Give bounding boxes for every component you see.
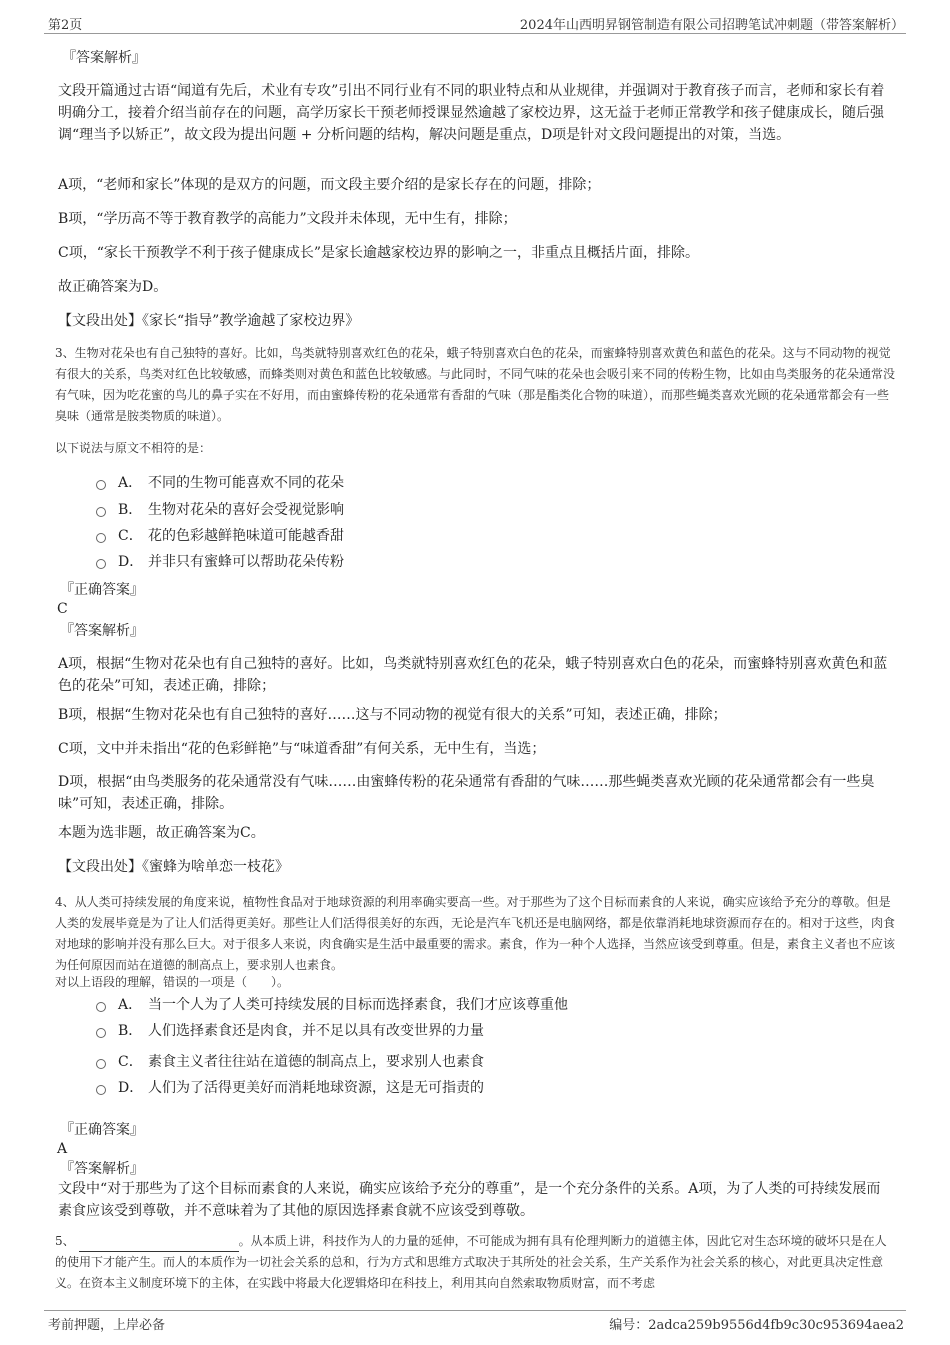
q3-option-c[interactable] xyxy=(96,526,344,546)
q4-option-b[interactable] xyxy=(96,1021,484,1041)
option-text: 花的色彩越鲜艳味道可能越香甜 xyxy=(148,528,344,544)
option-text: 人们为了活得更美好而消耗地球资源，这是无可指责的 xyxy=(148,1080,484,1096)
option-letter: D． xyxy=(118,1080,144,1096)
document-id: 编号：2adca259b9556d4fb9c30c953694aea2 xyxy=(609,1318,904,1333)
q2-option-c-analysis: C项，“家长干预教学不利于孩子健康成长”是家长逾越家校边界的影响之一，非重点且概括片面，排除。 xyxy=(58,245,700,261)
q3-answer: C xyxy=(57,601,68,617)
option-letter: C． xyxy=(118,1054,143,1070)
option-text: 不同的生物可能喜欢不同的花朵 xyxy=(148,475,344,491)
q4-option-d[interactable] xyxy=(96,1078,484,1098)
footer-divider xyxy=(44,1310,906,1311)
q2-conclusion: 故正确答案为D。 xyxy=(58,279,168,295)
q2-analysis-label: 『答案解析』 xyxy=(62,50,146,66)
q4-stem: 4、从人类可持续发展的角度来说，植物性食品对于地球资源的利用率确实要高一些。对于那些为了这个目标而素食的人来说，确实应该给予充分的尊敬。但是人类的发展毕竟是为了让人们活得更美好。那些让人们活得很美好的东西，无论是汽车飞机还是电脑网络，都是依靠消耗地球资源而存在的。相对于这些，肉食对地球的影响并没有那么巨大。对于很多人来说，肉食确实是生活中最重要的需求。素食，作为一种个人选择，当然应该受到尊重。但是，素食主义者也不应该为任何原因而站在道德的制高点上，要求别人也素食。 xyxy=(55,895,896,972)
q3-option-b-analysis: B项，根据“生物对花朵也有自己独特的喜好……这与不同动物的视觉有很大的关系”可知，表述正确，排除； xyxy=(58,707,727,723)
radio-icon[interactable] xyxy=(96,1059,106,1069)
q4-analysis-label: 『答案解析』 xyxy=(60,1161,144,1177)
radio-icon[interactable] xyxy=(96,1002,106,1012)
q3-option-a[interactable] xyxy=(96,473,344,493)
q3-answer-label: 『正确答案』 xyxy=(60,582,144,598)
option-letter: B． xyxy=(118,502,143,518)
q4-analysis: 文段中“对于那些为了这个目标而素食的人来说，确实应该给予充分的尊重”，是一个充分条件的关系。A项，为了人类的可持续发展而素食应该受到尊敬，并不意味着为了其他的原因选择素食就不应该受到尊敬。 xyxy=(58,1181,881,1219)
radio-icon[interactable] xyxy=(96,1028,106,1038)
option-text: 生物对花朵的喜好会受视觉影响 xyxy=(148,502,344,518)
radio-icon[interactable] xyxy=(96,1085,106,1095)
option-letter: C． xyxy=(118,528,143,544)
q3-prompt: 以下说法与原文不相符的是： xyxy=(55,441,212,455)
option-letter: D． xyxy=(118,554,144,570)
option-text: 人们选择素食还是肉食，并不足以具有改变世界的力量 xyxy=(148,1023,484,1039)
footer-slogan: 考前押题，上岸必备 xyxy=(48,1318,166,1333)
q3-option-a-analysis: A项，根据“生物对花朵也有自己独特的喜好。比如，鸟类就特别喜欢红色的花朵，蛾子特别喜欢白色的花朵，而蜜蜂特别喜欢黄色和蓝色的花朵”可知，表述正确，排除； xyxy=(58,656,888,694)
q4-answer: A xyxy=(57,1141,68,1157)
radio-icon[interactable] xyxy=(96,507,106,517)
radio-icon[interactable] xyxy=(96,533,106,543)
q3-option-b[interactable] xyxy=(96,500,344,520)
q4-option-c[interactable] xyxy=(96,1052,484,1072)
q2-source: 【文段出处】《家长“指导”教学逾越了家校边界》 xyxy=(58,313,360,329)
option-letter: A． xyxy=(118,997,143,1013)
header-divider xyxy=(44,33,906,34)
q3-stem: 3、生物对花朵也有自己独特的喜好。比如，鸟类就特别喜欢红色的花朵，蛾子特别喜欢白色的花朵，而蜜蜂特别喜欢黄色和蓝色的花朵。这与不同动物的视觉有很大的关系，鸟类对红色比较敏感，而蜂类则对黄色和蓝色比较敏感。与此同时，不同气味的花朵也会吸引来不同的传粉生物，比如由鸟类服务的花朵通常没有气味，因为吃花蜜的鸟儿的鼻子实在不好用，而由蜜蜂传粉的花朵通常有香甜的气味（那是酯类化合物的味道），而那些蝇类喜欢光顾的花朵通常都会有一些臭味（通常是胺类物质的味道）。 xyxy=(55,346,896,423)
q5-answer-blank xyxy=(79,1237,239,1252)
option-letter: A． xyxy=(118,475,143,491)
q5-stem: 。从本质上讲，科技作为人的力量的延伸，不可能成为拥有具有伦理判断力的道德主体，因此它对生态环境的破坏只是在人的使用下才能产生。而人的本质作为一切社会关系的总和，行为方式和思维方式取决于其所处的社会关系，生产关系作为社会关系的核心，对此更具决定性意义。在资本主义制度环境下的主体，在实践中将最大化逻辑烙印在科技上，利用其向自然索取物质财富，而不考虑 xyxy=(55,1234,887,1290)
q3-option-d-analysis: D项，根据“由鸟类服务的花朵通常没有气味……由蜜蜂传粉的花朵通常有香甜的气味……那些蝇类喜欢光顾的花朵通常都会有一些臭味”可知，表述正确，排除。 xyxy=(58,774,875,812)
q3-analysis-label: 『答案解析』 xyxy=(60,623,144,639)
option-text: 素食主义者往往站在道德的制高点上，要求别人也素食 xyxy=(148,1054,484,1070)
q2-option-b-analysis: B项，“学历高不等于教育教学的高能力”文段并未体现，无中生有，排除； xyxy=(58,211,517,227)
q3-option-c-analysis: C项，文中并未指出“花的色彩鲜艳”与“味道香甜”有何关系，无中生有，当选； xyxy=(58,741,546,757)
option-text: 当一个人为了人类可持续发展的目标而选择素食，我们才应该尊重他 xyxy=(148,997,568,1013)
document-title: 2024年山西明昇钢管制造有限公司招聘笔试冲刺题（带答案解析） xyxy=(519,18,904,33)
q3-conclusion: 本题为选非题，故正确答案为C。 xyxy=(58,825,265,841)
radio-icon[interactable] xyxy=(96,480,106,490)
q5-stem-block xyxy=(55,1231,895,1294)
q2-analysis-main: 文段开篇通过古语“闻道有先后，术业有专攻”引出不同行业有不同的职业特点和从业规律，并强调对于教育孩子而言，老师和家长有着明确分工，接着介绍当前存在的问题，高学历家长干预老师授课显然逾越了家校边界，这无益于老师正常教学和孩子健康成长，随后强调“理当予以矫正”，故文段为提出问题 + 分析问题的结构，解决问题是重点，D项是针对文段问题提出的对策，当选。 xyxy=(58,83,885,143)
q3-source: 【文段出处】《蜜蜂为啥单恋一枝花》 xyxy=(58,859,289,875)
page-number: 第2页 xyxy=(48,18,83,33)
q2-option-a-analysis: A项，“老师和家长”体现的是双方的问题，而文段主要介绍的是家长存在的问题，排除； xyxy=(58,177,601,193)
radio-icon[interactable] xyxy=(96,559,106,569)
q4-answer-label: 『正确答案』 xyxy=(60,1122,144,1138)
q4-prompt: 对以上语段的理解，错误的一项是（ ）。 xyxy=(55,975,290,989)
option-text: 并非只有蜜蜂可以帮助花朵传粉 xyxy=(148,554,344,570)
q3-option-d[interactable] xyxy=(96,552,344,572)
option-letter: B． xyxy=(118,1023,143,1039)
q4-option-a[interactable] xyxy=(96,995,568,1015)
q5-number: 5、 xyxy=(55,1234,75,1248)
